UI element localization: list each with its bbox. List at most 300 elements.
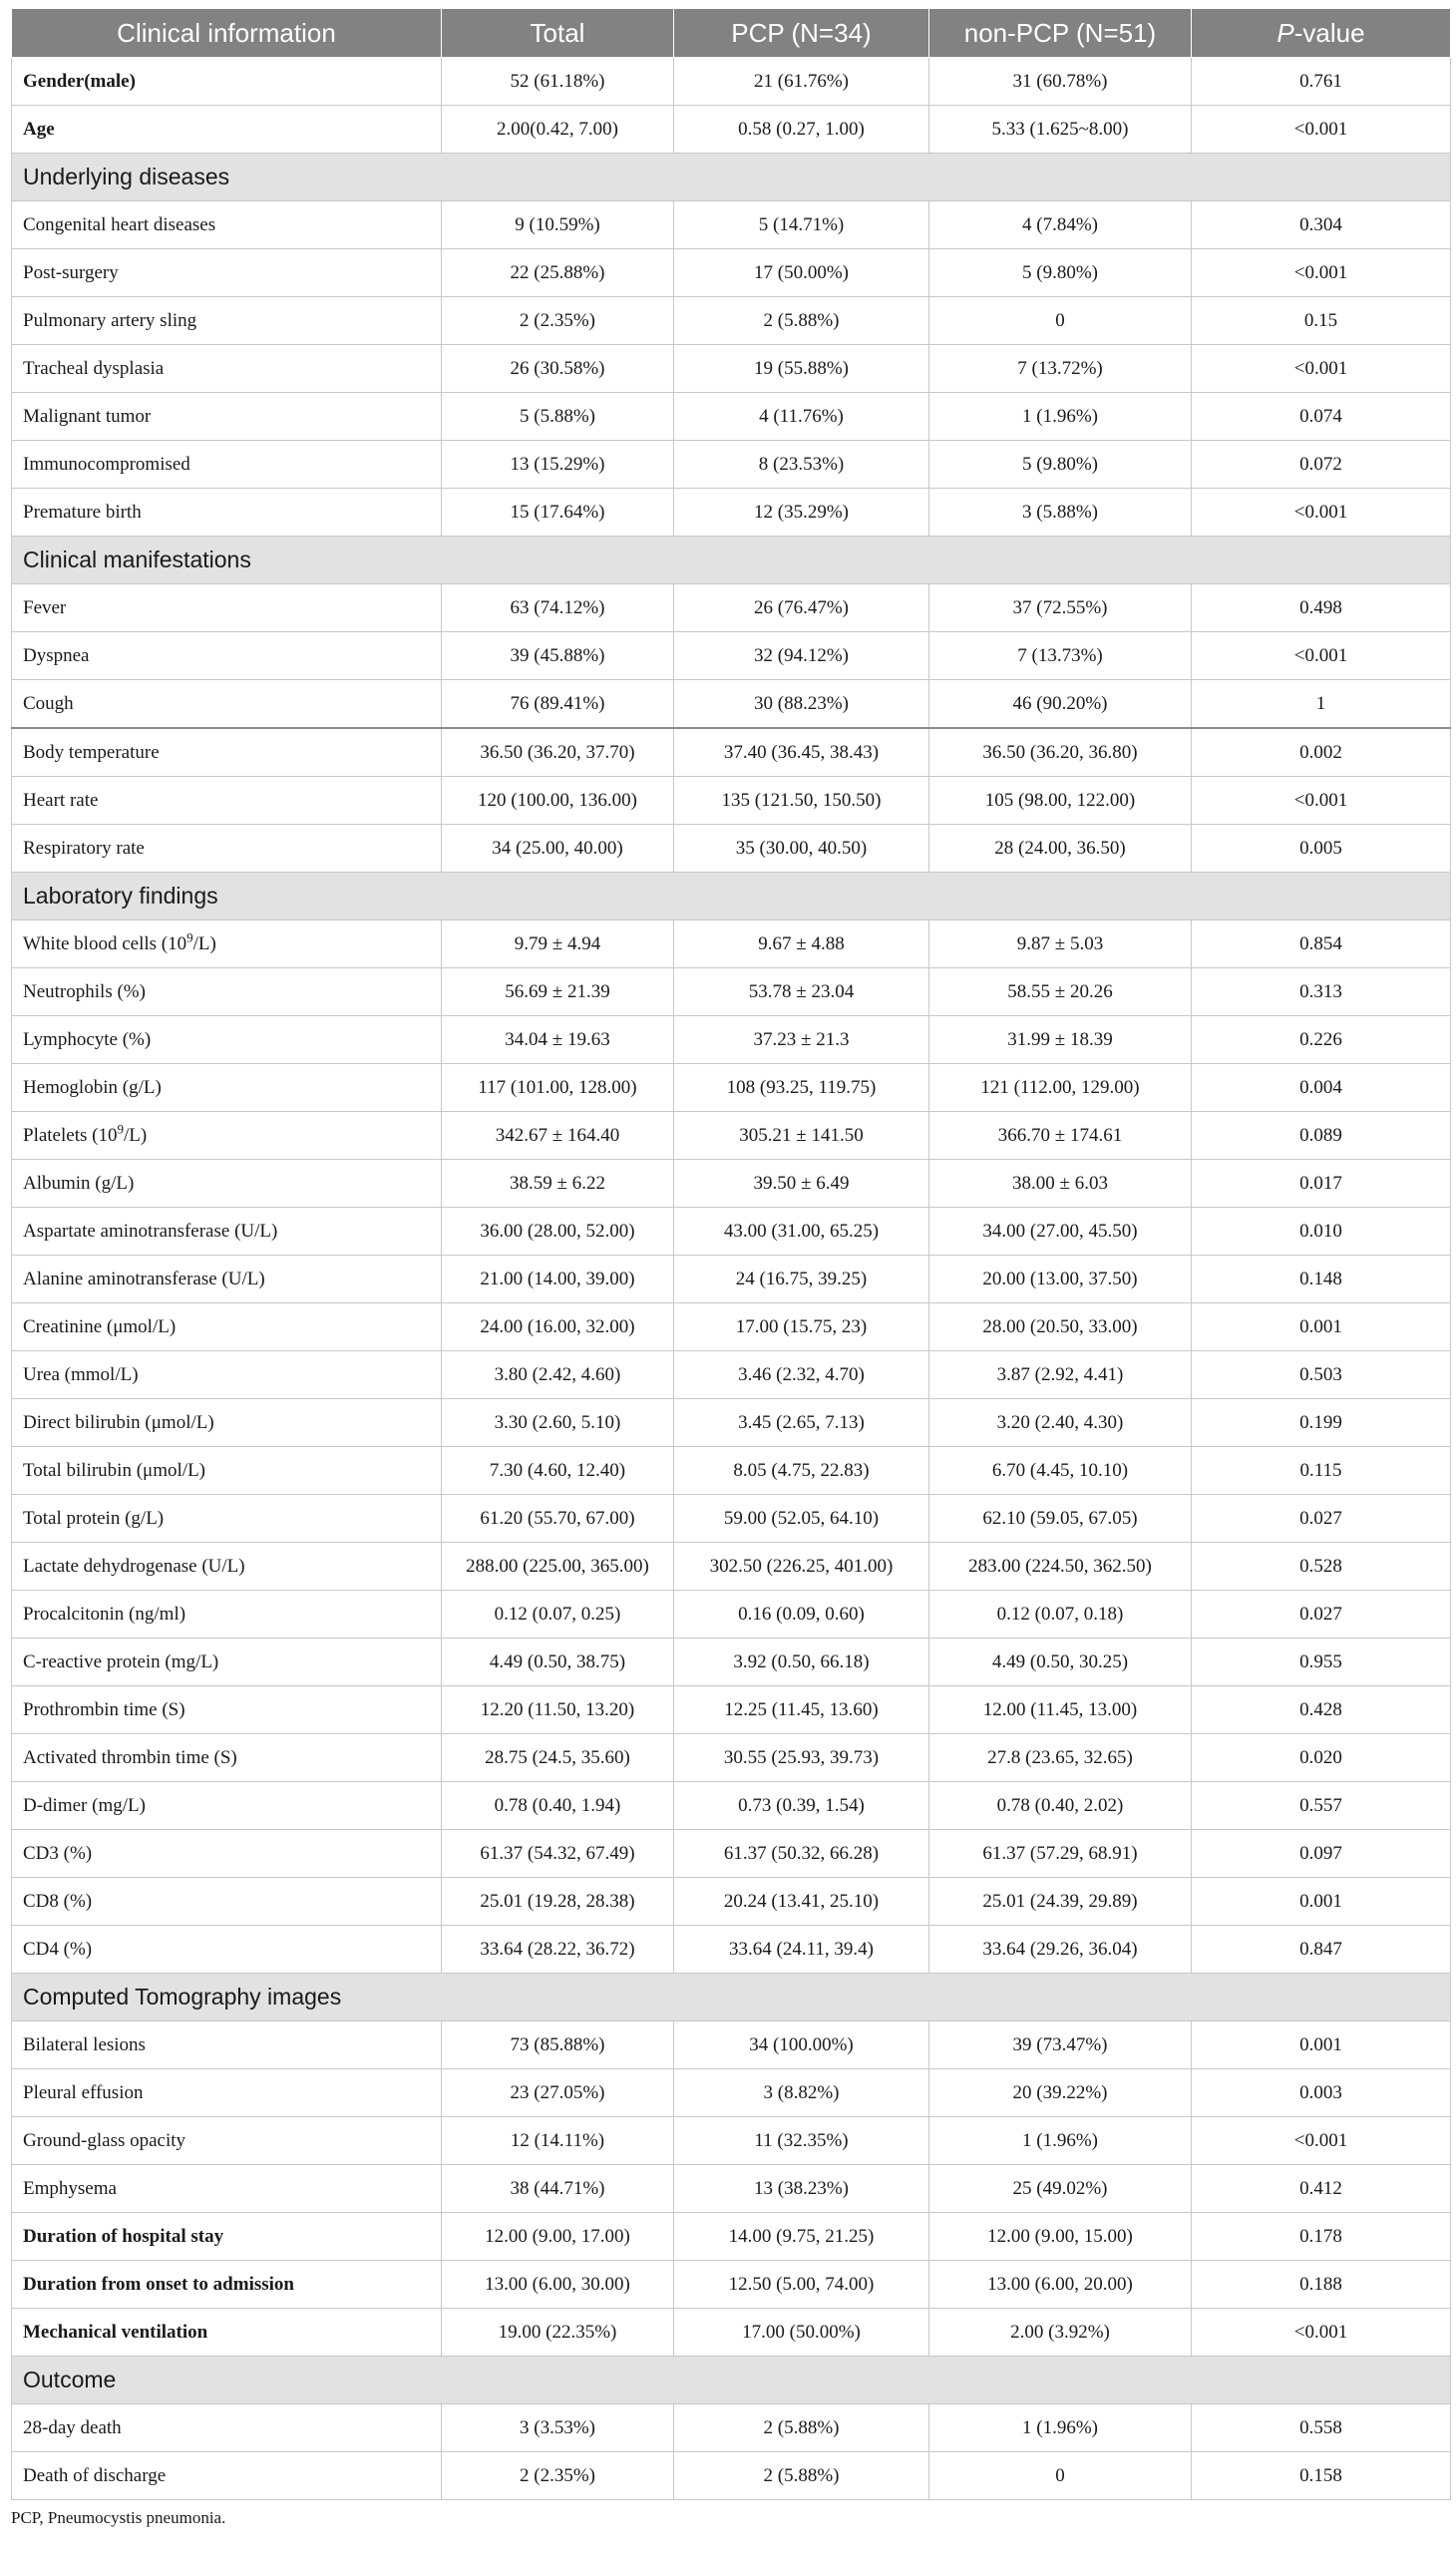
row-label-text: White blood cells (10 bbox=[23, 932, 187, 954]
cell-pcp: 59.00 (52.05, 64.10) bbox=[674, 1495, 929, 1543]
cell-total: 36.50 (36.20, 37.70) bbox=[442, 728, 674, 777]
cell-total: 3.30 (2.60, 5.10) bbox=[442, 1399, 674, 1447]
cell-pcp: 12.25 (11.45, 13.60) bbox=[674, 1686, 929, 1734]
row-label: Lactate dehydrogenase (U/L) bbox=[12, 1543, 442, 1591]
row-label-tail: /L) bbox=[192, 932, 216, 954]
cell-p-value: 0.027 bbox=[1192, 1495, 1451, 1543]
cell-p-value: <0.001 bbox=[1192, 777, 1451, 825]
cell-pcp: 12.50 (5.00, 74.00) bbox=[674, 2261, 929, 2309]
cell-non-pcp: 283.00 (224.50, 362.50) bbox=[929, 1543, 1192, 1591]
cell-non-pcp: 31.99 ± 18.39 bbox=[929, 1016, 1192, 1064]
table-row bbox=[12, 1639, 1451, 1686]
row-label: Lymphocyte (%) bbox=[12, 1016, 442, 1064]
cell-p-value: 0.003 bbox=[1192, 2069, 1451, 2117]
row-label: Gender(male) bbox=[12, 58, 442, 106]
row-label: Direct bilirubin (μmol/L) bbox=[12, 1399, 442, 1447]
cell-p-value: 0.226 bbox=[1192, 1016, 1451, 1064]
table-row bbox=[12, 2213, 1451, 2261]
cell-non-pcp: 3.20 (2.40, 4.30) bbox=[929, 1399, 1192, 1447]
cell-total: 52 (61.18%) bbox=[442, 58, 674, 106]
cell-non-pcp: 5 (9.80%) bbox=[929, 441, 1192, 489]
row-label: Hemoglobin (g/L) bbox=[12, 1064, 442, 1112]
section-label: Outcome bbox=[12, 2357, 1451, 2404]
cell-non-pcp: 121 (112.00, 129.00) bbox=[929, 1064, 1192, 1112]
row-label-superscript: 9 bbox=[186, 929, 193, 945]
section-header-row bbox=[12, 154, 1451, 201]
cell-total: 73 (85.88%) bbox=[442, 2021, 674, 2069]
row-label: Emphysema bbox=[12, 2165, 442, 2213]
row-label bbox=[12, 1112, 442, 1160]
cell-p-value: 0.304 bbox=[1192, 201, 1451, 249]
cell-pcp: 53.78 ± 23.04 bbox=[674, 968, 929, 1016]
row-label: Alanine aminotransferase (U/L) bbox=[12, 1256, 442, 1303]
cell-pcp: 302.50 (226.25, 401.00) bbox=[674, 1543, 929, 1591]
table-row bbox=[12, 297, 1451, 345]
cell-p-value: 0.010 bbox=[1192, 1208, 1451, 1256]
row-label: Duration of hospital stay bbox=[12, 2213, 442, 2261]
cell-total: 9 (10.59%) bbox=[442, 201, 674, 249]
table-row bbox=[12, 2404, 1451, 2452]
cell-pcp: 0.58 (0.27, 1.00) bbox=[674, 106, 929, 154]
cell-total: 34 (25.00, 40.00) bbox=[442, 825, 674, 873]
row-label: Pulmonary artery sling bbox=[12, 297, 442, 345]
cell-pcp: 20.24 (13.41, 25.10) bbox=[674, 1878, 929, 1926]
cell-total: 63 (74.12%) bbox=[442, 584, 674, 632]
cell-p-value: 0.002 bbox=[1192, 728, 1451, 777]
row-label-text: Platelets (10 bbox=[23, 1124, 118, 1146]
header-row bbox=[12, 9, 1451, 58]
cell-p-value: 0.188 bbox=[1192, 2261, 1451, 2309]
cell-p-value: 0.313 bbox=[1192, 968, 1451, 1016]
row-label: Cough bbox=[12, 680, 442, 729]
table-row bbox=[12, 2261, 1451, 2309]
cell-pcp: 2 (5.88%) bbox=[674, 297, 929, 345]
cell-pcp: 3.92 (0.50, 66.18) bbox=[674, 1639, 929, 1686]
table-row bbox=[12, 1351, 1451, 1399]
cell-p-value: <0.001 bbox=[1192, 345, 1451, 393]
row-label: Post-surgery bbox=[12, 249, 442, 297]
row-label: Age bbox=[12, 106, 442, 154]
cell-p-value: 0.558 bbox=[1192, 2404, 1451, 2452]
cell-non-pcp: 27.8 (23.65, 32.65) bbox=[929, 1734, 1192, 1782]
cell-total: 25.01 (19.28, 28.38) bbox=[442, 1878, 674, 1926]
row-label: Neutrophils (%) bbox=[12, 968, 442, 1016]
cell-non-pcp: 62.10 (59.05, 67.05) bbox=[929, 1495, 1192, 1543]
cell-pcp: 12 (35.29%) bbox=[674, 489, 929, 537]
cell-p-value: 0.528 bbox=[1192, 1543, 1451, 1591]
cell-pcp: 37.40 (36.45, 38.43) bbox=[674, 728, 929, 777]
table-row bbox=[12, 1016, 1451, 1064]
cell-non-pcp: 31 (60.78%) bbox=[929, 58, 1192, 106]
cell-p-value: 0.854 bbox=[1192, 920, 1451, 968]
cell-non-pcp: 36.50 (36.20, 36.80) bbox=[929, 728, 1192, 777]
cell-non-pcp: 20.00 (13.00, 37.50) bbox=[929, 1256, 1192, 1303]
cell-non-pcp: 3 (5.88%) bbox=[929, 489, 1192, 537]
cell-pcp: 61.37 (50.32, 66.28) bbox=[674, 1830, 929, 1878]
table-row bbox=[12, 968, 1451, 1016]
table-row bbox=[12, 1686, 1451, 1734]
row-label-tail: /L) bbox=[123, 1124, 148, 1146]
row-label: Bilateral lesions bbox=[12, 2021, 442, 2069]
cell-p-value: 0.15 bbox=[1192, 297, 1451, 345]
section-header-row bbox=[12, 873, 1451, 920]
cell-non-pcp: 0 bbox=[929, 2452, 1192, 2500]
cell-pcp: 3.45 (2.65, 7.13) bbox=[674, 1399, 929, 1447]
cell-pcp: 43.00 (31.00, 65.25) bbox=[674, 1208, 929, 1256]
row-label: Respiratory rate bbox=[12, 825, 442, 873]
cell-pcp: 19 (55.88%) bbox=[674, 345, 929, 393]
section-header-row bbox=[12, 537, 1451, 584]
table-row bbox=[12, 489, 1451, 537]
cell-pcp: 135 (121.50, 150.50) bbox=[674, 777, 929, 825]
row-label: Fever bbox=[12, 584, 442, 632]
header-non-pcp: non-PCP (N=51) bbox=[929, 9, 1192, 58]
cell-pcp: 305.21 ± 141.50 bbox=[674, 1112, 929, 1160]
cell-p-value: <0.001 bbox=[1192, 2309, 1451, 2357]
table-row bbox=[12, 825, 1451, 873]
cell-total: 7.30 (4.60, 12.40) bbox=[442, 1447, 674, 1495]
cell-total: 12.20 (11.50, 13.20) bbox=[442, 1686, 674, 1734]
cell-p-value: <0.001 bbox=[1192, 632, 1451, 680]
table-row bbox=[12, 632, 1451, 680]
cell-p-value: 0.761 bbox=[1192, 58, 1451, 106]
cell-pcp: 37.23 ± 21.3 bbox=[674, 1016, 929, 1064]
row-label: Death of discharge bbox=[12, 2452, 442, 2500]
cell-total: 13.00 (6.00, 30.00) bbox=[442, 2261, 674, 2309]
cell-non-pcp: 3.87 (2.92, 4.41) bbox=[929, 1351, 1192, 1399]
row-label: Total protein (g/L) bbox=[12, 1495, 442, 1543]
cell-non-pcp: 38.00 ± 6.03 bbox=[929, 1160, 1192, 1208]
cell-p-value: 0.097 bbox=[1192, 1830, 1451, 1878]
cell-total: 24.00 (16.00, 32.00) bbox=[442, 1303, 674, 1351]
cell-p-value: 0.027 bbox=[1192, 1591, 1451, 1639]
cell-pcp: 108 (93.25, 119.75) bbox=[674, 1064, 929, 1112]
cell-non-pcp: 1 (1.96%) bbox=[929, 2404, 1192, 2452]
table-footnote: PCP, Pneumocystis pneumonia. bbox=[11, 2508, 226, 2527]
clinical-table bbox=[11, 8, 1451, 2500]
cell-p-value: 0.498 bbox=[1192, 584, 1451, 632]
row-label: Creatinine (μmol/L) bbox=[12, 1303, 442, 1351]
row-label: C-reactive protein (mg/L) bbox=[12, 1639, 442, 1686]
table-row bbox=[12, 249, 1451, 297]
cell-p-value: 0.072 bbox=[1192, 441, 1451, 489]
table-row bbox=[12, 1734, 1451, 1782]
cell-total: 33.64 (28.22, 36.72) bbox=[442, 1926, 674, 1974]
cell-p-value: <0.001 bbox=[1192, 249, 1451, 297]
header-clinical-information: Clinical information bbox=[12, 9, 442, 58]
cell-total: 2.00(0.42, 7.00) bbox=[442, 106, 674, 154]
cell-non-pcp: 0 bbox=[929, 297, 1192, 345]
cell-total: 12.00 (9.00, 17.00) bbox=[442, 2213, 674, 2261]
cell-total: 61.37 (54.32, 67.49) bbox=[442, 1830, 674, 1878]
cell-non-pcp: 9.87 ± 5.03 bbox=[929, 920, 1192, 968]
cell-pcp: 21 (61.76%) bbox=[674, 58, 929, 106]
cell-total: 5 (5.88%) bbox=[442, 393, 674, 441]
cell-total: 9.79 ± 4.94 bbox=[442, 920, 674, 968]
cell-total: 3.80 (2.42, 4.60) bbox=[442, 1351, 674, 1399]
cell-p-value: 0.158 bbox=[1192, 2452, 1451, 2500]
header-pcp: PCP (N=34) bbox=[674, 9, 929, 58]
cell-non-pcp: 25 (49.02%) bbox=[929, 2165, 1192, 2213]
cell-non-pcp: 37 (72.55%) bbox=[929, 584, 1192, 632]
cell-non-pcp: 105 (98.00, 122.00) bbox=[929, 777, 1192, 825]
cell-pcp: 32 (94.12%) bbox=[674, 632, 929, 680]
table-row bbox=[12, 201, 1451, 249]
table-body bbox=[12, 58, 1451, 2500]
table-row bbox=[12, 2309, 1451, 2357]
cell-non-pcp: 28 (24.00, 36.50) bbox=[929, 825, 1192, 873]
cell-pcp: 17 (50.00%) bbox=[674, 249, 929, 297]
cell-p-value: 0.847 bbox=[1192, 1926, 1451, 1974]
cell-pcp: 9.67 ± 4.88 bbox=[674, 920, 929, 968]
cell-non-pcp: 0.12 (0.07, 0.18) bbox=[929, 1591, 1192, 1639]
row-label: Dyspnea bbox=[12, 632, 442, 680]
cell-total: 4.49 (0.50, 38.75) bbox=[442, 1639, 674, 1686]
table-row bbox=[12, 1495, 1451, 1543]
cell-pcp: 17.00 (50.00%) bbox=[674, 2309, 929, 2357]
table-row bbox=[12, 1543, 1451, 1591]
cell-p-value: 0.001 bbox=[1192, 1303, 1451, 1351]
table-row bbox=[12, 2069, 1451, 2117]
row-label: D-dimer (mg/L) bbox=[12, 1782, 442, 1830]
table-row bbox=[12, 2021, 1451, 2069]
cell-pcp: 0.73 (0.39, 1.54) bbox=[674, 1782, 929, 1830]
cell-total: 56.69 ± 21.39 bbox=[442, 968, 674, 1016]
cell-total: 26 (30.58%) bbox=[442, 345, 674, 393]
cell-pcp: 30 (88.23%) bbox=[674, 680, 929, 729]
cell-non-pcp: 5 (9.80%) bbox=[929, 249, 1192, 297]
cell-total: 13 (15.29%) bbox=[442, 441, 674, 489]
table-row bbox=[12, 1208, 1451, 1256]
cell-non-pcp: 0.78 (0.40, 2.02) bbox=[929, 1782, 1192, 1830]
cell-p-value: 0.503 bbox=[1192, 1351, 1451, 1399]
cell-non-pcp: 2.00 (3.92%) bbox=[929, 2309, 1192, 2357]
cell-non-pcp: 7 (13.72%) bbox=[929, 345, 1192, 393]
cell-p-value: 0.428 bbox=[1192, 1686, 1451, 1734]
row-label: Procalcitonin (ng/ml) bbox=[12, 1591, 442, 1639]
cell-non-pcp: 46 (90.20%) bbox=[929, 680, 1192, 729]
cell-total: 12 (14.11%) bbox=[442, 2117, 674, 2165]
cell-p-value: 0.004 bbox=[1192, 1064, 1451, 1112]
cell-total: 36.00 (28.00, 52.00) bbox=[442, 1208, 674, 1256]
row-label: Urea (mmol/L) bbox=[12, 1351, 442, 1399]
row-label: Body temperature bbox=[12, 728, 442, 777]
cell-p-value: 0.005 bbox=[1192, 825, 1451, 873]
table-row bbox=[12, 441, 1451, 489]
cell-total: 3 (3.53%) bbox=[442, 2404, 674, 2452]
row-label: CD8 (%) bbox=[12, 1878, 442, 1926]
row-label: Mechanical ventilation bbox=[12, 2309, 442, 2357]
table-row bbox=[12, 106, 1451, 154]
table-row bbox=[12, 2117, 1451, 2165]
section-label: Computed Tomography images bbox=[12, 1974, 1451, 2021]
cell-non-pcp: 1 (1.96%) bbox=[929, 2117, 1192, 2165]
cell-pcp: 34 (100.00%) bbox=[674, 2021, 929, 2069]
row-label: Premature birth bbox=[12, 489, 442, 537]
table-row bbox=[12, 1878, 1451, 1926]
cell-non-pcp: 12.00 (11.45, 13.00) bbox=[929, 1686, 1192, 1734]
cell-total: 22 (25.88%) bbox=[442, 249, 674, 297]
table-container bbox=[11, 8, 1450, 2528]
cell-p-value: 0.557 bbox=[1192, 1782, 1451, 1830]
cell-total: 2 (2.35%) bbox=[442, 2452, 674, 2500]
table-row bbox=[12, 584, 1451, 632]
table-row bbox=[12, 1591, 1451, 1639]
cell-pcp: 11 (32.35%) bbox=[674, 2117, 929, 2165]
cell-total: 34.04 ± 19.63 bbox=[442, 1016, 674, 1064]
table-row bbox=[12, 680, 1451, 729]
cell-p-value: 0.148 bbox=[1192, 1256, 1451, 1303]
table-row bbox=[12, 1256, 1451, 1303]
table-row bbox=[12, 777, 1451, 825]
cell-total: 38.59 ± 6.22 bbox=[442, 1160, 674, 1208]
cell-non-pcp: 5.33 (1.625~8.00) bbox=[929, 106, 1192, 154]
row-label: Immunocompromised bbox=[12, 441, 442, 489]
cell-p-value: 0.017 bbox=[1192, 1160, 1451, 1208]
cell-non-pcp: 4.49 (0.50, 30.25) bbox=[929, 1639, 1192, 1686]
cell-p-value: <0.001 bbox=[1192, 489, 1451, 537]
section-label: Clinical manifestations bbox=[12, 537, 1451, 584]
table-row bbox=[12, 2165, 1451, 2213]
table-row bbox=[12, 1303, 1451, 1351]
cell-total: 21.00 (14.00, 39.00) bbox=[442, 1256, 674, 1303]
cell-p-value: 0.020 bbox=[1192, 1734, 1451, 1782]
row-label bbox=[12, 920, 442, 968]
cell-pcp: 39.50 ± 6.49 bbox=[674, 1160, 929, 1208]
row-label: Prothrombin time (S) bbox=[12, 1686, 442, 1734]
cell-total: 28.75 (24.5, 35.60) bbox=[442, 1734, 674, 1782]
cell-total: 288.00 (225.00, 365.00) bbox=[442, 1543, 674, 1591]
cell-p-value: <0.001 bbox=[1192, 2117, 1451, 2165]
cell-pcp: 2 (5.88%) bbox=[674, 2404, 929, 2452]
cell-pcp: 0.16 (0.09, 0.60) bbox=[674, 1591, 929, 1639]
row-label: Heart rate bbox=[12, 777, 442, 825]
table-row bbox=[12, 1160, 1451, 1208]
section-header-row bbox=[12, 2357, 1451, 2404]
cell-p-value: 0.115 bbox=[1192, 1447, 1451, 1495]
cell-p-value: 1 bbox=[1192, 680, 1451, 729]
cell-p-value: <0.001 bbox=[1192, 106, 1451, 154]
cell-pcp: 33.64 (24.11, 39.4) bbox=[674, 1926, 929, 1974]
cell-total: 19.00 (22.35%) bbox=[442, 2309, 674, 2357]
cell-total: 2 (2.35%) bbox=[442, 297, 674, 345]
cell-total: 0.12 (0.07, 0.25) bbox=[442, 1591, 674, 1639]
row-label: Duration from onset to admission bbox=[12, 2261, 442, 2309]
cell-non-pcp: 1 (1.96%) bbox=[929, 393, 1192, 441]
cell-non-pcp: 6.70 (4.45, 10.10) bbox=[929, 1447, 1192, 1495]
cell-non-pcp: 4 (7.84%) bbox=[929, 201, 1192, 249]
row-label: Aspartate aminotransferase (U/L) bbox=[12, 1208, 442, 1256]
row-label: Tracheal dysplasia bbox=[12, 345, 442, 393]
header-p-italic: P bbox=[1276, 17, 1294, 48]
cell-non-pcp: 12.00 (9.00, 15.00) bbox=[929, 2213, 1192, 2261]
table-row bbox=[12, 58, 1451, 106]
cell-total: 76 (89.41%) bbox=[442, 680, 674, 729]
table-row bbox=[12, 1830, 1451, 1878]
cell-pcp: 2 (5.88%) bbox=[674, 2452, 929, 2500]
cell-p-value: 0.001 bbox=[1192, 2021, 1451, 2069]
row-label: Malignant tumor bbox=[12, 393, 442, 441]
cell-p-value: 0.074 bbox=[1192, 393, 1451, 441]
cell-total: 342.67 ± 164.40 bbox=[442, 1112, 674, 1160]
section-label: Underlying diseases bbox=[12, 154, 1451, 201]
cell-pcp: 8 (23.53%) bbox=[674, 441, 929, 489]
section-label: Laboratory findings bbox=[12, 873, 1451, 920]
cell-non-pcp: 7 (13.73%) bbox=[929, 632, 1192, 680]
cell-p-value: 0.001 bbox=[1192, 1878, 1451, 1926]
cell-p-value: 0.955 bbox=[1192, 1639, 1451, 1686]
cell-total: 39 (45.88%) bbox=[442, 632, 674, 680]
cell-pcp: 13 (38.23%) bbox=[674, 2165, 929, 2213]
cell-total: 117 (101.00, 128.00) bbox=[442, 1064, 674, 1112]
header-p-value bbox=[1192, 9, 1451, 58]
cell-pcp: 14.00 (9.75, 21.25) bbox=[674, 2213, 929, 2261]
table-row bbox=[12, 2452, 1451, 2500]
cell-total: 23 (27.05%) bbox=[442, 2069, 674, 2117]
cell-non-pcp: 58.55 ± 20.26 bbox=[929, 968, 1192, 1016]
cell-pcp: 26 (76.47%) bbox=[674, 584, 929, 632]
cell-total: 15 (17.64%) bbox=[442, 489, 674, 537]
cell-non-pcp: 20 (39.22%) bbox=[929, 2069, 1192, 2117]
row-label: Congenital heart diseases bbox=[12, 201, 442, 249]
cell-p-value: 0.412 bbox=[1192, 2165, 1451, 2213]
cell-pcp: 3 (8.82%) bbox=[674, 2069, 929, 2117]
row-label: 28-day death bbox=[12, 2404, 442, 2452]
cell-non-pcp: 13.00 (6.00, 20.00) bbox=[929, 2261, 1192, 2309]
cell-total: 38 (44.71%) bbox=[442, 2165, 674, 2213]
row-label: Albumin (g/L) bbox=[12, 1160, 442, 1208]
table-row bbox=[12, 920, 1451, 968]
cell-non-pcp: 33.64 (29.26, 36.04) bbox=[929, 1926, 1192, 1974]
row-label: CD3 (%) bbox=[12, 1830, 442, 1878]
row-label: Ground-glass opacity bbox=[12, 2117, 442, 2165]
cell-non-pcp: 25.01 (24.39, 29.89) bbox=[929, 1878, 1192, 1926]
cell-pcp: 8.05 (4.75, 22.83) bbox=[674, 1447, 929, 1495]
section-header-row bbox=[12, 1974, 1451, 2021]
cell-pcp: 4 (11.76%) bbox=[674, 393, 929, 441]
table-row bbox=[12, 1926, 1451, 1974]
cell-non-pcp: 34.00 (27.00, 45.50) bbox=[929, 1208, 1192, 1256]
row-label: Pleural effusion bbox=[12, 2069, 442, 2117]
table-row bbox=[12, 1112, 1451, 1160]
cell-pcp: 17.00 (15.75, 23) bbox=[674, 1303, 929, 1351]
table-row bbox=[12, 728, 1451, 777]
cell-p-value: 0.199 bbox=[1192, 1399, 1451, 1447]
cell-non-pcp: 61.37 (57.29, 68.91) bbox=[929, 1830, 1192, 1878]
header-p-rest: -value bbox=[1293, 17, 1365, 48]
row-label-superscript: 9 bbox=[117, 1121, 124, 1137]
cell-total: 120 (100.00, 136.00) bbox=[442, 777, 674, 825]
header-total: Total bbox=[442, 9, 674, 58]
cell-non-pcp: 39 (73.47%) bbox=[929, 2021, 1192, 2069]
cell-p-value: 0.089 bbox=[1192, 1112, 1451, 1160]
table-row bbox=[12, 1064, 1451, 1112]
cell-non-pcp: 28.00 (20.50, 33.00) bbox=[929, 1303, 1192, 1351]
cell-total: 0.78 (0.40, 1.94) bbox=[442, 1782, 674, 1830]
cell-pcp: 3.46 (2.32, 4.70) bbox=[674, 1351, 929, 1399]
cell-total: 61.20 (55.70, 67.00) bbox=[442, 1495, 674, 1543]
table-row bbox=[12, 1782, 1451, 1830]
row-label: Total bilirubin (μmol/L) bbox=[12, 1447, 442, 1495]
cell-pcp: 30.55 (25.93, 39.73) bbox=[674, 1734, 929, 1782]
cell-pcp: 35 (30.00, 40.50) bbox=[674, 825, 929, 873]
cell-pcp: 5 (14.71%) bbox=[674, 201, 929, 249]
table-row bbox=[12, 1399, 1451, 1447]
cell-non-pcp: 366.70 ± 174.61 bbox=[929, 1112, 1192, 1160]
cell-p-value: 0.178 bbox=[1192, 2213, 1451, 2261]
table-row bbox=[12, 393, 1451, 441]
row-label: Activated thrombin time (S) bbox=[12, 1734, 442, 1782]
